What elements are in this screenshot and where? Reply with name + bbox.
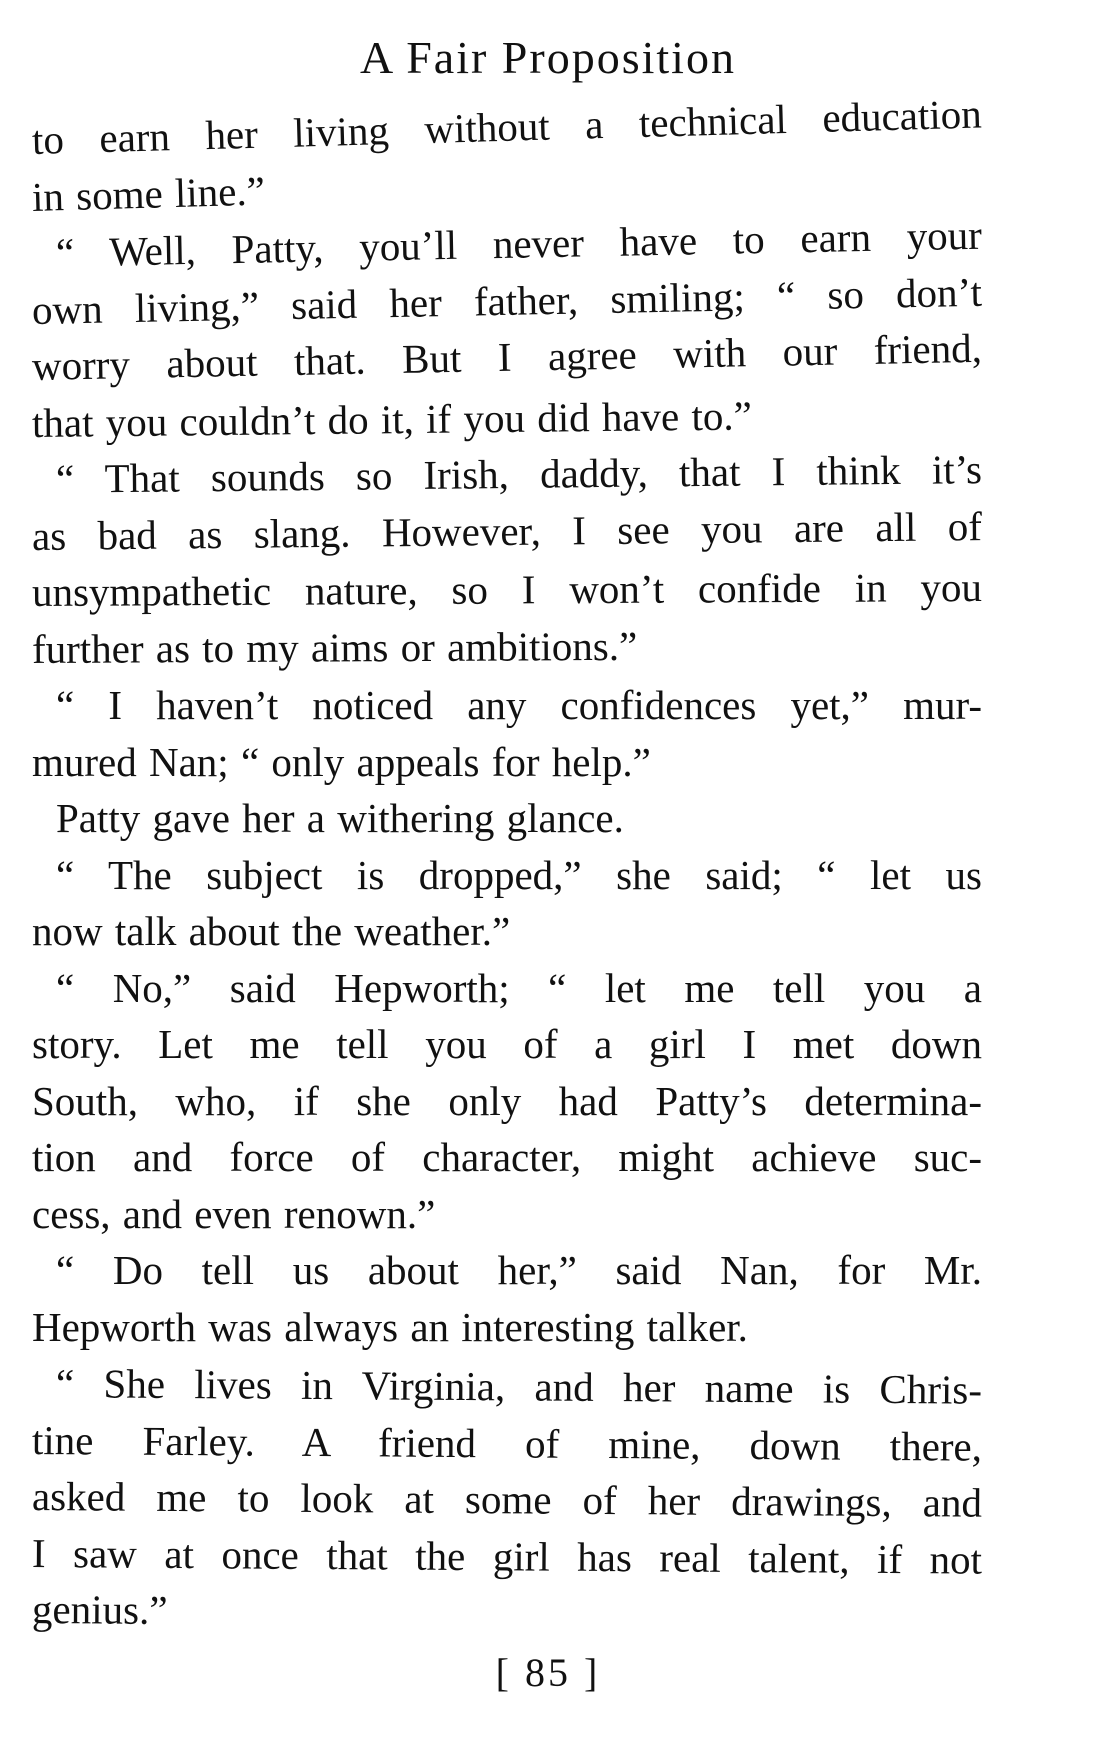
text-line: “ Well, Patty, you’ll never have to earn your bbox=[55, 211, 983, 276]
text-line: to earn her living without a technical education bbox=[31, 90, 983, 163]
text-line: mured Nan; “ only appeals for help.” bbox=[32, 738, 651, 785]
text-line: tion and force of character, might achieve suc- bbox=[32, 1134, 982, 1180]
page-number: [ 85 ] bbox=[495, 1650, 601, 1695]
text-line: tine Farley. A friend of mine, down there, bbox=[31, 1416, 983, 1470]
text-line: worry about that. But I agree with our friend, bbox=[31, 324, 983, 389]
body-text bbox=[31, 90, 983, 1638]
text-line: that you couldn’t do it, if you did have to.” bbox=[31, 391, 753, 446]
text-line: South, who, if she only had Patty’s determina- bbox=[32, 1077, 982, 1124]
text-line: unsympathetic nature, so I won’t confide in you bbox=[31, 564, 983, 615]
running-title: A Fair Proposition bbox=[360, 32, 736, 83]
text-line: story. Let me tell you of a girl I met down bbox=[32, 1021, 982, 1067]
text-line: “ She lives in Virginia, and her name is Chris- bbox=[55, 1360, 983, 1413]
text-line: “ I haven’t noticed any confidences yet,” mur- bbox=[56, 682, 982, 728]
text-line: “ That sounds so Irish, daddy, that I think it’s bbox=[55, 446, 983, 502]
text-line: Patty gave her a withering glance. bbox=[56, 795, 624, 841]
text-line: Hepworth was always an interesting talker. bbox=[32, 1303, 748, 1350]
text-line: own living,” said her father, smiling; “ so don’t bbox=[31, 268, 983, 333]
text-line: as bad as slang. However, I see you are all of bbox=[31, 502, 983, 559]
text-line: genius.” bbox=[31, 1586, 168, 1633]
text-line: now talk about the weather.” bbox=[32, 908, 511, 954]
text-line: “ Do tell us about her,” said Nan, for Mr. bbox=[56, 1247, 982, 1293]
text-line: I saw at once that the girl has real talent, if not bbox=[31, 1529, 983, 1583]
text-line: cess, and even renown.” bbox=[32, 1190, 436, 1237]
text-line: further as to my aims or ambitions.” bbox=[31, 622, 638, 672]
text-line: in some line.” bbox=[31, 167, 266, 220]
text-line: “ The subject is dropped,” she said; “ let us bbox=[56, 851, 982, 898]
text-line: asked me to look at some of her drawings, and bbox=[31, 1473, 983, 1526]
text-line: “ No,” said Hepworth; “ let me tell you a bbox=[56, 964, 982, 1011]
